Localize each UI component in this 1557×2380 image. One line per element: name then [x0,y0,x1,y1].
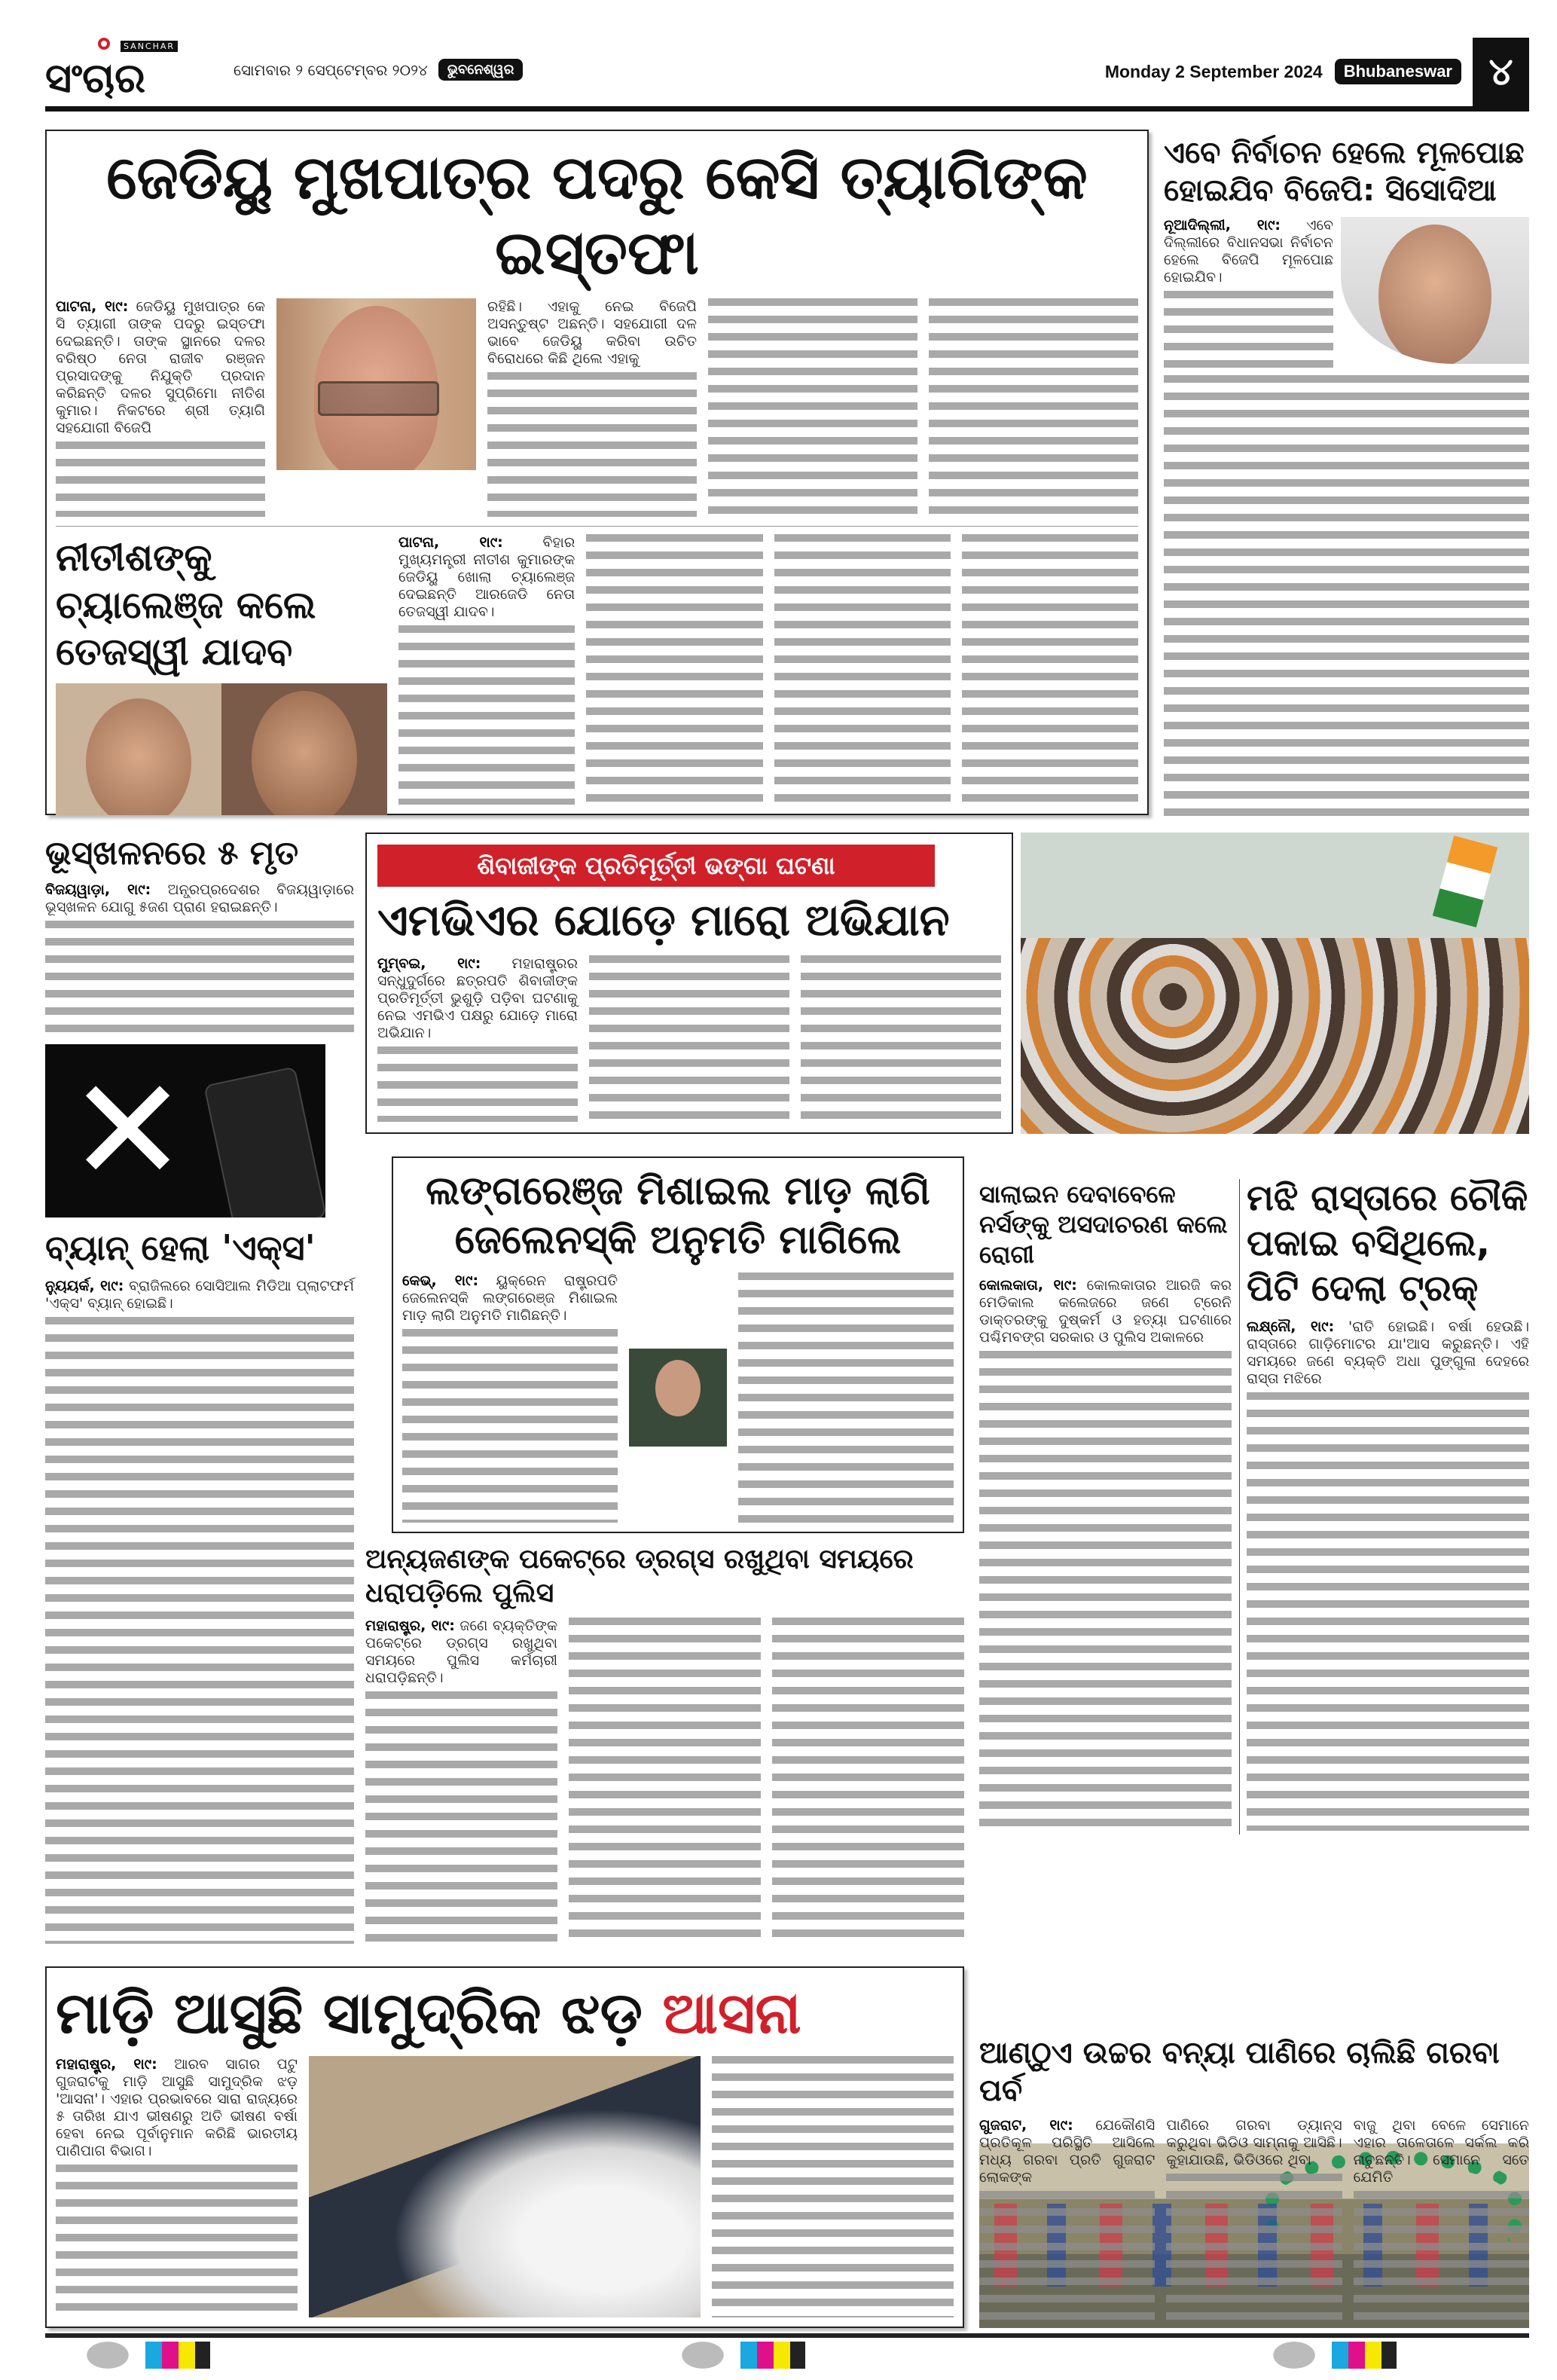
article-text-lines [56,2165,298,2317]
cyclone-dateline: ମହାରାଷ୍ଟ୍ର, ୧ା୯: [56,2056,157,2073]
article-text-lines [979,2191,1155,2328]
zelensky-col-2 [738,1272,954,1523]
x-ban-body [45,1278,354,1312]
article-text-lines [1164,375,1529,816]
garba-story [979,2034,1529,2328]
sisodia-col-1-text [1164,217,1333,286]
color-mark [87,2342,298,2369]
zelensky-photo [629,1349,727,1447]
article-text-lines [1354,2191,1529,2328]
tejashwi-text: ବିହାର ମୁଖ୍ୟମନ୍ତ୍ରୀ ନୀତୀଶ କୁମାରଙ୍କ ଜେଡିୟୁ ଖୋଲା ଚ୍ୟାଲେଞ୍ଜ ଦେଇଛନ୍ତି ଆରଜେଡି ନେତା ତେଜସ୍ୱୀ ଯାଦବ। [398,534,575,620]
garba-dateline: ଗୁଜରାଟ, ୧ା୯: [979,2117,1073,2134]
garba-col-1 [979,2117,1155,2328]
nitish-tejashwi-photo [56,683,387,815]
glasses-shape [318,381,439,416]
article-text-lines [45,921,354,1034]
article-text-lines [487,372,697,517]
mva-columns [377,955,1001,1123]
lead-col-1-text [56,298,265,437]
article-text-lines [569,1618,761,1944]
x-logo-photo [45,1044,325,1217]
left-column [45,833,354,1944]
face-shape [1378,225,1491,364]
cyclone-col-1-text [56,2056,298,2160]
lead-text: ଜେଡିୟୁ ମୁଖପାତ୍ର କେ ସି ତ୍ୟାଗୀ ତାଙ୍କ ପଦରୁ ଇସ୍ତଫା ଦେଇଛନ୍ତି। ତାଙ୍କ ସ୍ଥାନରେ ଦଳର ବରିଷ୍ଠ ନେତା ରାଜୀବ ରଞ୍ଜନ ପ୍ରସାଦଙ୍କୁ ନିଯୁକ୍ତି ପ୍ରଦାନ କରିଛନ୍ତି ଦଳର ସୁପ୍ରିମୋ ନୀତିଶ କୁମାର। ନିକଟରେ ଶ୍ରୀ ତ୍ୟାଗି ସହଯୋଗୀ ବିଜେପି [56,298,265,436]
tejashwi-col-3 [774,534,951,805]
article-text-lines [398,625,575,805]
page-number: ୪ [1488,50,1513,93]
lead-col-3 [708,298,917,517]
drugs-col-1-text [365,1618,557,1687]
nurse-dateline: କୋଲକାତା, ୧ା୯: [979,1277,1077,1294]
landslide-body [45,881,354,916]
x-ban-dateline: ନ୍ୟୁୟର୍କ, ୧ା୯: [45,1277,124,1294]
article-text-lines [962,534,1138,805]
truck-dateline: ଲକ୍ଷ୍ନୌ, ୧ା୯: [1247,1318,1335,1335]
nurse-story [979,1179,1232,1831]
tejashwi-col-1-text [398,534,575,621]
zelensky-col-1-text [402,1272,618,1324]
logo-tag: SANCHAR [121,41,178,52]
lead-col-1 [56,298,265,517]
phone-shape [203,1066,325,1217]
registration-marks [0,2342,1557,2372]
garba-col-2 [1166,2117,1342,2328]
lead-col-2 [487,298,697,517]
lead-story [45,130,1149,815]
landslide-dateline: ବିଜୟୱାଡ଼ା, ୧ା୯: [45,881,151,898]
sisodia-text: ଏବେ ଦିଲ୍ଲୀରେ ବିଧାନସଭା ନିର୍ବାଚନ ହେଲେ ବିଜେପି ମୂଳପୋଛ ହୋଇଯିବ। [1164,217,1333,286]
crowd-shape [1021,938,1529,1134]
article-text-lines [801,955,1001,1123]
garba-col-2-text [1166,2117,1342,2169]
tejashwi-dateline: ପାଟନା, ୧ା୯: [398,534,503,551]
mva-kicker-banner [377,845,935,887]
article-text-lines [738,1272,954,1523]
zelensky-columns [402,1272,954,1523]
mva-headline[interactable]: ଏମଭିଏର ଯୋଡ଼େ ମାରୋ ଅଭିଯାନ [377,894,950,946]
sisodia-story [1164,134,1529,816]
article-text-lines [774,534,951,805]
article-text-lines [586,534,762,805]
truck-text: 'ରାତି ହୋଇଛି। ବର୍ଷା ହେଉଛି। ରାସ୍ତାରେ ଗାଡ଼ିମୋଟର ଯା'ଆସ କରୁଛନ୍ତି। ଏହି ସମୟରେ ଜଣେ ବ୍ୟକ୍ତି ଅଧା ପୁଙ୍ଗୁଳା ଦେହରେ ରାସ୍ତା ମଝିରେ [1247,1318,1529,1387]
cyclone-col-3 [712,2056,954,2317]
masthead [45,38,1529,113]
article-text-lines [45,1317,354,1945]
drugs-col-3 [772,1618,964,1944]
garba-col3-text: ବାଜୁ ଥିବା ବେଳେ ସେମାନେ ଏହାର ତାଳେତାଳେ ସର୍କଲ କରି ନାଚୁଛନ୍ତି। ସେମାନେ ସତେ ଯେମିତି [1353,2117,1529,2186]
drugs-columns [365,1618,964,1944]
mva-dateline: ମୁମ୍ବଇ, ୧ା୯: [377,955,481,972]
masthead-rule [45,106,1529,112]
garba-col2-text: ପାଣିରେ ଗରବା ଡ୍ୟାନ୍ସ କରୁଥିବା ଭିଡିଓ ସାମ୍ନାକୁ ଆସିଛି। କୁହାଯାଉଛି, ଭିଡିଓରେ ଥିବା [1166,2117,1342,2168]
mva-col-2 [589,955,789,1123]
cyclone-col-1 [56,2056,298,2317]
zelensky-col-1 [402,1272,618,1523]
lead-headline[interactable]: ଜେଡିୟୁ ମୁଖପାତ୍ର ପଦରୁ କେସି ତ୍ୟାଗିଙ୍କ ଇସ୍ତଫା [106,142,1088,288]
article-text-lines [365,1691,557,1944]
nurse-body [979,1277,1232,1346]
article-text-lines [929,298,1138,517]
article-text-lines [1164,291,1333,368]
drugs-headline[interactable]: ଅନ୍ୟଜଣଙ୍କ ପକେଟ୍‌ରେ ଡ୍ରଗ୍ସ ରଖୁଥିବା ସମୟରେ ଧରାପଡ଼ିଲେ ପୁଲିସ [365,1544,914,1609]
zelensky-text: ୟୁକ୍ରେନ ରାଷ୍ଟ୍ରପତି ଜେଲେନସ୍କି ଲଙ୍ଗରେଞ୍ଜ ମିଶାଇଲ ମାଡ଼ ଲାଗି ଅନୁମତି ମାଗିଛନ୍ତି। [402,1272,618,1324]
lead-col-4 [929,298,1138,517]
face-shape [252,691,357,815]
mva-story [365,833,1013,1134]
english-city-badge: Bhubaneswar [1335,59,1461,84]
footer-rule [45,2333,1529,2338]
zelensky-story [392,1156,964,1533]
cyclone-headline-black: ମାଡ଼ି ଆସୁଛି ସାମୁଦ୍ରିକ ଝଡ଼ [56,1979,643,2046]
lead-dateline: ପାଟନା, ୧ା୯: [56,298,129,315]
page-number-box [1473,38,1529,106]
face-shape [86,698,191,815]
mva-col-3 [801,955,1001,1123]
flag-shape [1433,836,1497,927]
x-ban-headline[interactable]: ବ୍ୟାନ୍ ହେଲା 'ଏକ୍ସ' [45,1227,316,1268]
cyclone-story [45,1966,964,2328]
garba-col-3 [1354,2117,1529,2328]
cyclone-headline-red: ଆସନା [662,1979,801,2046]
odia-date-row [234,59,523,81]
tejashwi-story [56,526,1138,805]
drugs-col-2 [569,1618,761,1944]
english-date: Monday 2 September 2024 [1104,61,1323,81]
article-text-lines [377,1046,578,1123]
x-ban-text: ବ୍ରାଜିଲରେ ସୋସିଆଲ ମିଡିଆ ପ୍ଲାଟଫର୍ମ 'ଏକ୍ସ' ବ୍ୟାନ୍ ହୋଇଛି। [45,1277,355,1312]
middle-column [365,1156,964,1944]
nurse-headline[interactable]: ସାଲାଇନ ଦେବାବେଳେ ନର୍ସଙ୍କୁ ଅସଦାଚରଣ କଲେ ରୋଗୀ [979,1180,1228,1269]
tejashwi-col-1 [398,534,575,805]
nurse-text: କୋଲକାତାର ଆରଜି କର ମେଡିକାଲ କଲେଜରେ ଜଣେ ଟ୍ରେନି ଡାକ୍ତରଙ୍କୁ ଦୁଷ୍କର୍ମ ଓ ହତ୍ୟା ଘଟଣାରେ ପଶ୍ଚିମବଙ୍ଗ ସରକାର ଓ ପୁଲିସ ଅକାଳରେ [979,1277,1232,1346]
article-text-lines [772,1618,964,1944]
odia-city-badge: ଭୁବନେଶ୍ୱର [438,59,524,81]
garba-text: ଯେକୌଣସି ପ୍ରତିକୂଳ ପରିସ୍ଥିତି ଆସିଲେ ମଧ୍ୟ ଗରବା ପ୍ରତି ଗୁଜରାଟ ଲୋକଙ୍କ [979,2117,1156,2186]
sisodia-col-1 [1164,217,1333,368]
logo-text: ସଂଚାର [45,54,146,102]
sisodia-dateline: ନୂଆଦିଲ୍ଲୀ, ୧ା୯: [1164,217,1281,234]
mva-text: ମହାରାଷ୍ଟ୍ରର ସନ୍ଧୁଦୁର୍ଗରେ ଛତ୍ରପତି ଶିବାଜୀଙ୍କ ପ୍ରତିମୂର୍ତ୍ତୀ ଭୁଶୁଡ଼ି ପଡ଼ିବା ଘଟଣାକୁ ନେଇ ଏମଭିଏ ପକ୍ଷରୁ ଯୋଡ଼େ ମାରୋ ଅଭିଯାନ। [377,955,578,1041]
x-logo-icon: ✕ [68,1047,188,1214]
cyclone-satellite-photo [309,2056,701,2317]
mva-col-1 [377,955,578,1123]
article-text-lines [979,1351,1232,1831]
face-shape [655,1360,701,1416]
tejashwi-col-4 [962,534,1138,805]
logo-red-dot [98,38,110,50]
garba-headline[interactable]: ଆଣ୍ଠୁଏ ଉଚ୍ଚର ବନ୍ୟା ପାଣିରେ ଚାଲିଛି ଗରବା ପର୍ବ [979,2036,1500,2108]
cyclone-text: ଆରବ ସାଗର ପଟୁ ଗୁଜରାଟକୁ ମାଡ଼ି ଆସୁଛି ସାମୁଦ୍ରିକ ଝଡ଼ 'ଆସନା'। ଏହାର ପ୍ରଭାବରେ ସାରା ରାଜ୍ୟରେ ୫ ତାରିଖ ଯାଏ ଭୀଷଣରୁ ଅତି ଭୀଷଣ ବର୍ଷା ହେବା ନେଇ ପୂର୍ବାନୁମାନ କରିଛି ଭାରତୀୟ ପାଣିପାଗ ବିଭାଗ। [56,2056,298,2159]
color-mark [682,2342,893,2369]
article-text-lines [56,441,265,517]
tejashwi-headline[interactable]: ନୀତୀଶଙ୍କୁ ଚ୍ୟାଲେଞ୍ଜ କଲେ ତେଜସ୍ୱୀ ଯାଦବ [56,536,316,674]
article-text-lines [708,298,917,517]
sisodia-headline[interactable]: ଏବେ ନିର୍ବାଚନ ହେଲେ ମୂଳପୋଛ ହୋଇଯିବ ବିଜେପି: ସିସୋଦିଆ [1164,136,1525,208]
garba-col-1-text [979,2117,1155,2186]
article-text-lines [402,1329,618,1523]
lead-col2-text: ରହିଛି। ଏହାକୁ ନେଇ ବିଜେପି ଅସନ୍ତୁଷ୍ଟ ଅଛନ୍ତି। ସହଯୋଗୀ ଦଳ ଭାବେ ଜେଡିୟୁ କରିବା ଉଚିତ ବିରୋଧରେ କିଛି ଥିଲେ ଏହାକୁ [487,298,697,367]
color-mark [1273,2342,1484,2369]
lead-col-2-text [487,298,697,368]
tejashwi-left [56,534,387,805]
mva-protest-photo [1021,833,1529,1134]
odia-date: ସୋମବାର ୨ ସେପ୍ଟେମ୍ବର ୨୦୨୪ [234,60,428,79]
article-text-lines [1247,1392,1529,1831]
column-divider [1239,1179,1240,1835]
truck-headline[interactable]: ମଝି ରାସ୍ତାରେ ଚୌକି ପକାଇ ବସିଥିଲେ, ପିଟି ଦେଲା ଟ୍ରକ୍ [1247,1177,1528,1309]
article-text-lines [712,2056,954,2317]
sisodia-top-row [1164,217,1529,368]
cyclone-headline[interactable] [56,1977,954,2049]
zelensky-dateline: କେଭ୍, ୧ା୯: [402,1272,479,1289]
garba-col-3-text [1354,2117,1529,2186]
drugs-col-1 [365,1618,557,1944]
mva-kicker: ଶିବାଜୀଙ୍କ ପ୍ରତିମୂର୍ତ୍ତୀ ଭଙ୍ଗା ଘଟଣା [477,851,835,880]
landslide-text: ଅନ୍ଧ୍ରପ୍ରଦେଶର ବିଜୟୱାଡ଼ାରେ ଭୂସ୍ଖଳନ ଯୋଗୁ ୫ଜଣ ପ୍ରାଣ ହରାଇଛନ୍ତି। [45,881,354,915]
lead-top-row [56,298,1138,517]
article-text-lines [1166,2174,1342,2328]
garba-columns [979,2117,1529,2328]
tyagi-photo [276,298,476,470]
article-text-lines [589,955,789,1123]
mva-col-1-text [377,955,578,1042]
truck-body [1247,1318,1529,1388]
drugs-dateline: ମହାରାଷ୍ଟ୍ର, ୧ା୯: [365,1618,455,1634]
cyclone-columns [56,2056,954,2317]
tejashwi-col-2 [586,534,762,805]
zelensky-headline[interactable]: ଲଙ୍ଗରେଞ୍ଜ ମିଶାଇଲ ମାଡ଼ ଲାଗି ଜେଲେନସ୍କି ଅନୁମତି ମାଗିଲେ [426,1169,930,1263]
drugs-text: ଜଣେ ବ୍ୟକ୍ତିଙ୍କ ପକେଟ୍‌ରେ ଡ୍ରଗ୍ସ ରଖୁଥିବା ସମୟରେ ପୁଲିସ କର୍ମଚାରୀ ଧରାପଡ଼ିଛନ୍ତି। [365,1618,557,1686]
landslide-headline[interactable]: ଭୂସ୍ଖଳନରେ ୫ ମୃତ [45,834,299,872]
english-date-row [1105,59,1461,84]
logo[interactable] [45,38,211,105]
sisodia-photo [1341,217,1529,364]
truck-story [1247,1175,1529,1831]
